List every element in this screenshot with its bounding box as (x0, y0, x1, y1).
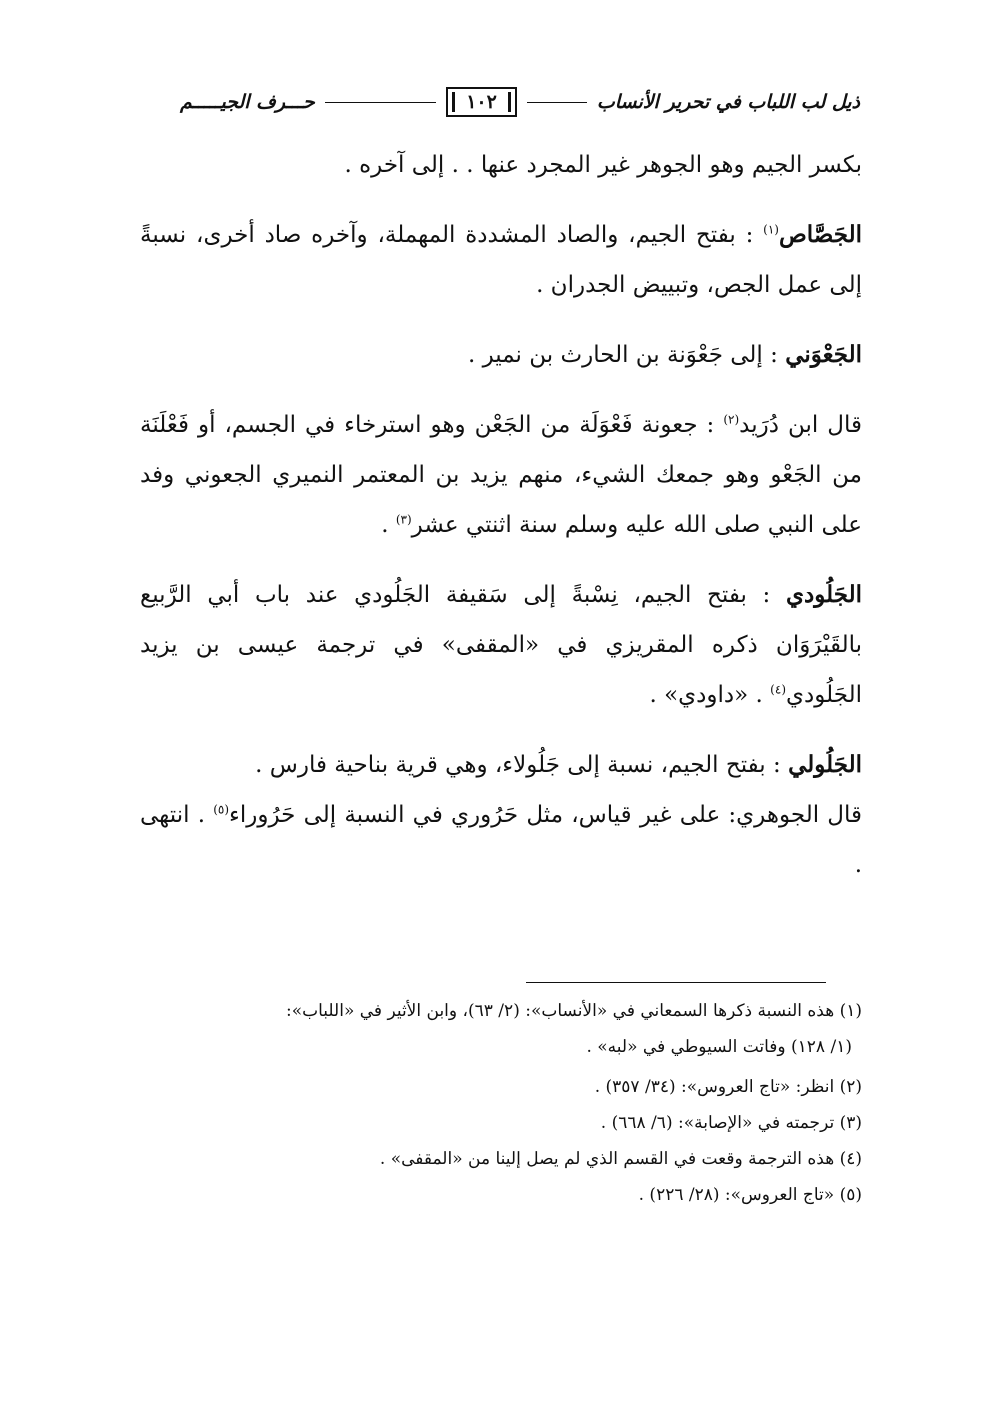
entry-headword: الجَلُودي (786, 581, 862, 608)
continuation-paragraph (140, 140, 862, 190)
footnote-ref: (٤) (770, 682, 786, 697)
entry-text: : بفتح الجيم، نِسْبةً إلى سَقيفة الجَلُودي عند باب أبي الرَّبيع بالقَيْرَوَان ذكره المقريزي في «المقفى» في ترجمة عيسى بن يزيد الجَلُودي (140, 582, 862, 708)
entry-jawni-quote (140, 400, 862, 550)
quote-text: : جعونة فَعْوَلَة من الجَعْن وهو استرخاء في الجسم، أو فَعْلَنَة من الجَعْو وهو جمعك الشيء، منهم يزيد بن المعتمر النميري الجعوني وفد على النبي صلى الله عليه وسلم سنة اثنتي عشر (140, 412, 862, 538)
footnote-ref: (١) (763, 222, 779, 237)
entry-jaluli-quote (140, 790, 862, 890)
main-text (140, 140, 862, 910)
quote-text: قال الجوهري: على غير قياس، مثل حَرُوري في النسبة إلى حَرُوراء (229, 802, 862, 828)
entry-headword: الجَصَّاص (778, 221, 862, 248)
footnote-1-continued: (١/ ١٢٨) وفاتت السيوطي في «لبه» . (586, 1037, 852, 1057)
entry-jaluli (140, 740, 862, 790)
footnote-separator (526, 982, 826, 983)
footnote-ref: (٢) (723, 412, 740, 427)
entry-jaludi (140, 570, 862, 720)
entry-jassas (140, 210, 862, 310)
footnote-2: (٢) انظر: «تاج العروس»: (٣٤/ ٣٥٧) . (594, 1077, 862, 1097)
section-title: حـــرف الجيـــــم (180, 91, 315, 113)
header-rule-right (527, 102, 587, 103)
entry-text-end: . «داودي» . (649, 682, 763, 708)
book-title: ذيل لب اللباب في تحرير الأنساب (596, 91, 860, 113)
entry-headword: الجَلُولي (788, 751, 862, 778)
entry-text: : بفتح الجيم، نسبة إلى جَلُولاء، وهي قرية بناحية فارس . (255, 752, 781, 778)
entry-jawni (140, 330, 862, 380)
page-number: ١٠٢ (446, 87, 517, 117)
header-rule-left (325, 102, 436, 103)
entry-headword: الجَعْوَني (785, 341, 862, 368)
quote-end: . (381, 512, 389, 538)
quote-text: قال ابن دُرَيد (739, 412, 863, 438)
footnote-1: (١) هذه النسبة ذكرها السمعاني في «الأنساب»: (٢/ ٦٣)، وابن الأثير في «اللباب»: (285, 1001, 862, 1021)
footnote-4: (٤) هذه الترجمة وقعت في القسم الذي لم يصل إلينا من «المقفى» . (379, 1149, 862, 1169)
continuation-text: بكسر الجيم وهو الجوهر غير المجرد عنها . . إلى آخره . (344, 152, 862, 178)
footnote-3: (٣) ترجمته في «الإصابة»: (٦/ ٦٦٨) . (600, 1113, 862, 1133)
footnote-ref: (٣) (395, 512, 412, 527)
footnotes (140, 998, 862, 1218)
footnote-5: (٥) «تاج العروس»: (٢٨/ ٢٢٦) . (638, 1185, 862, 1205)
entry-text: : إلى جَعْوَنة بن الحارث بن نمير . (467, 342, 778, 368)
running-header (180, 82, 860, 122)
quote-end: . انتهى . (140, 802, 862, 878)
entry-text: : بفتح الجيم، والصاد المشددة المهملة، وآخره صاد أخرى، نسبةً إلى عمل الجص، وتبييض الجدران . (140, 222, 862, 298)
footnote-ref: (٥) (213, 802, 230, 817)
